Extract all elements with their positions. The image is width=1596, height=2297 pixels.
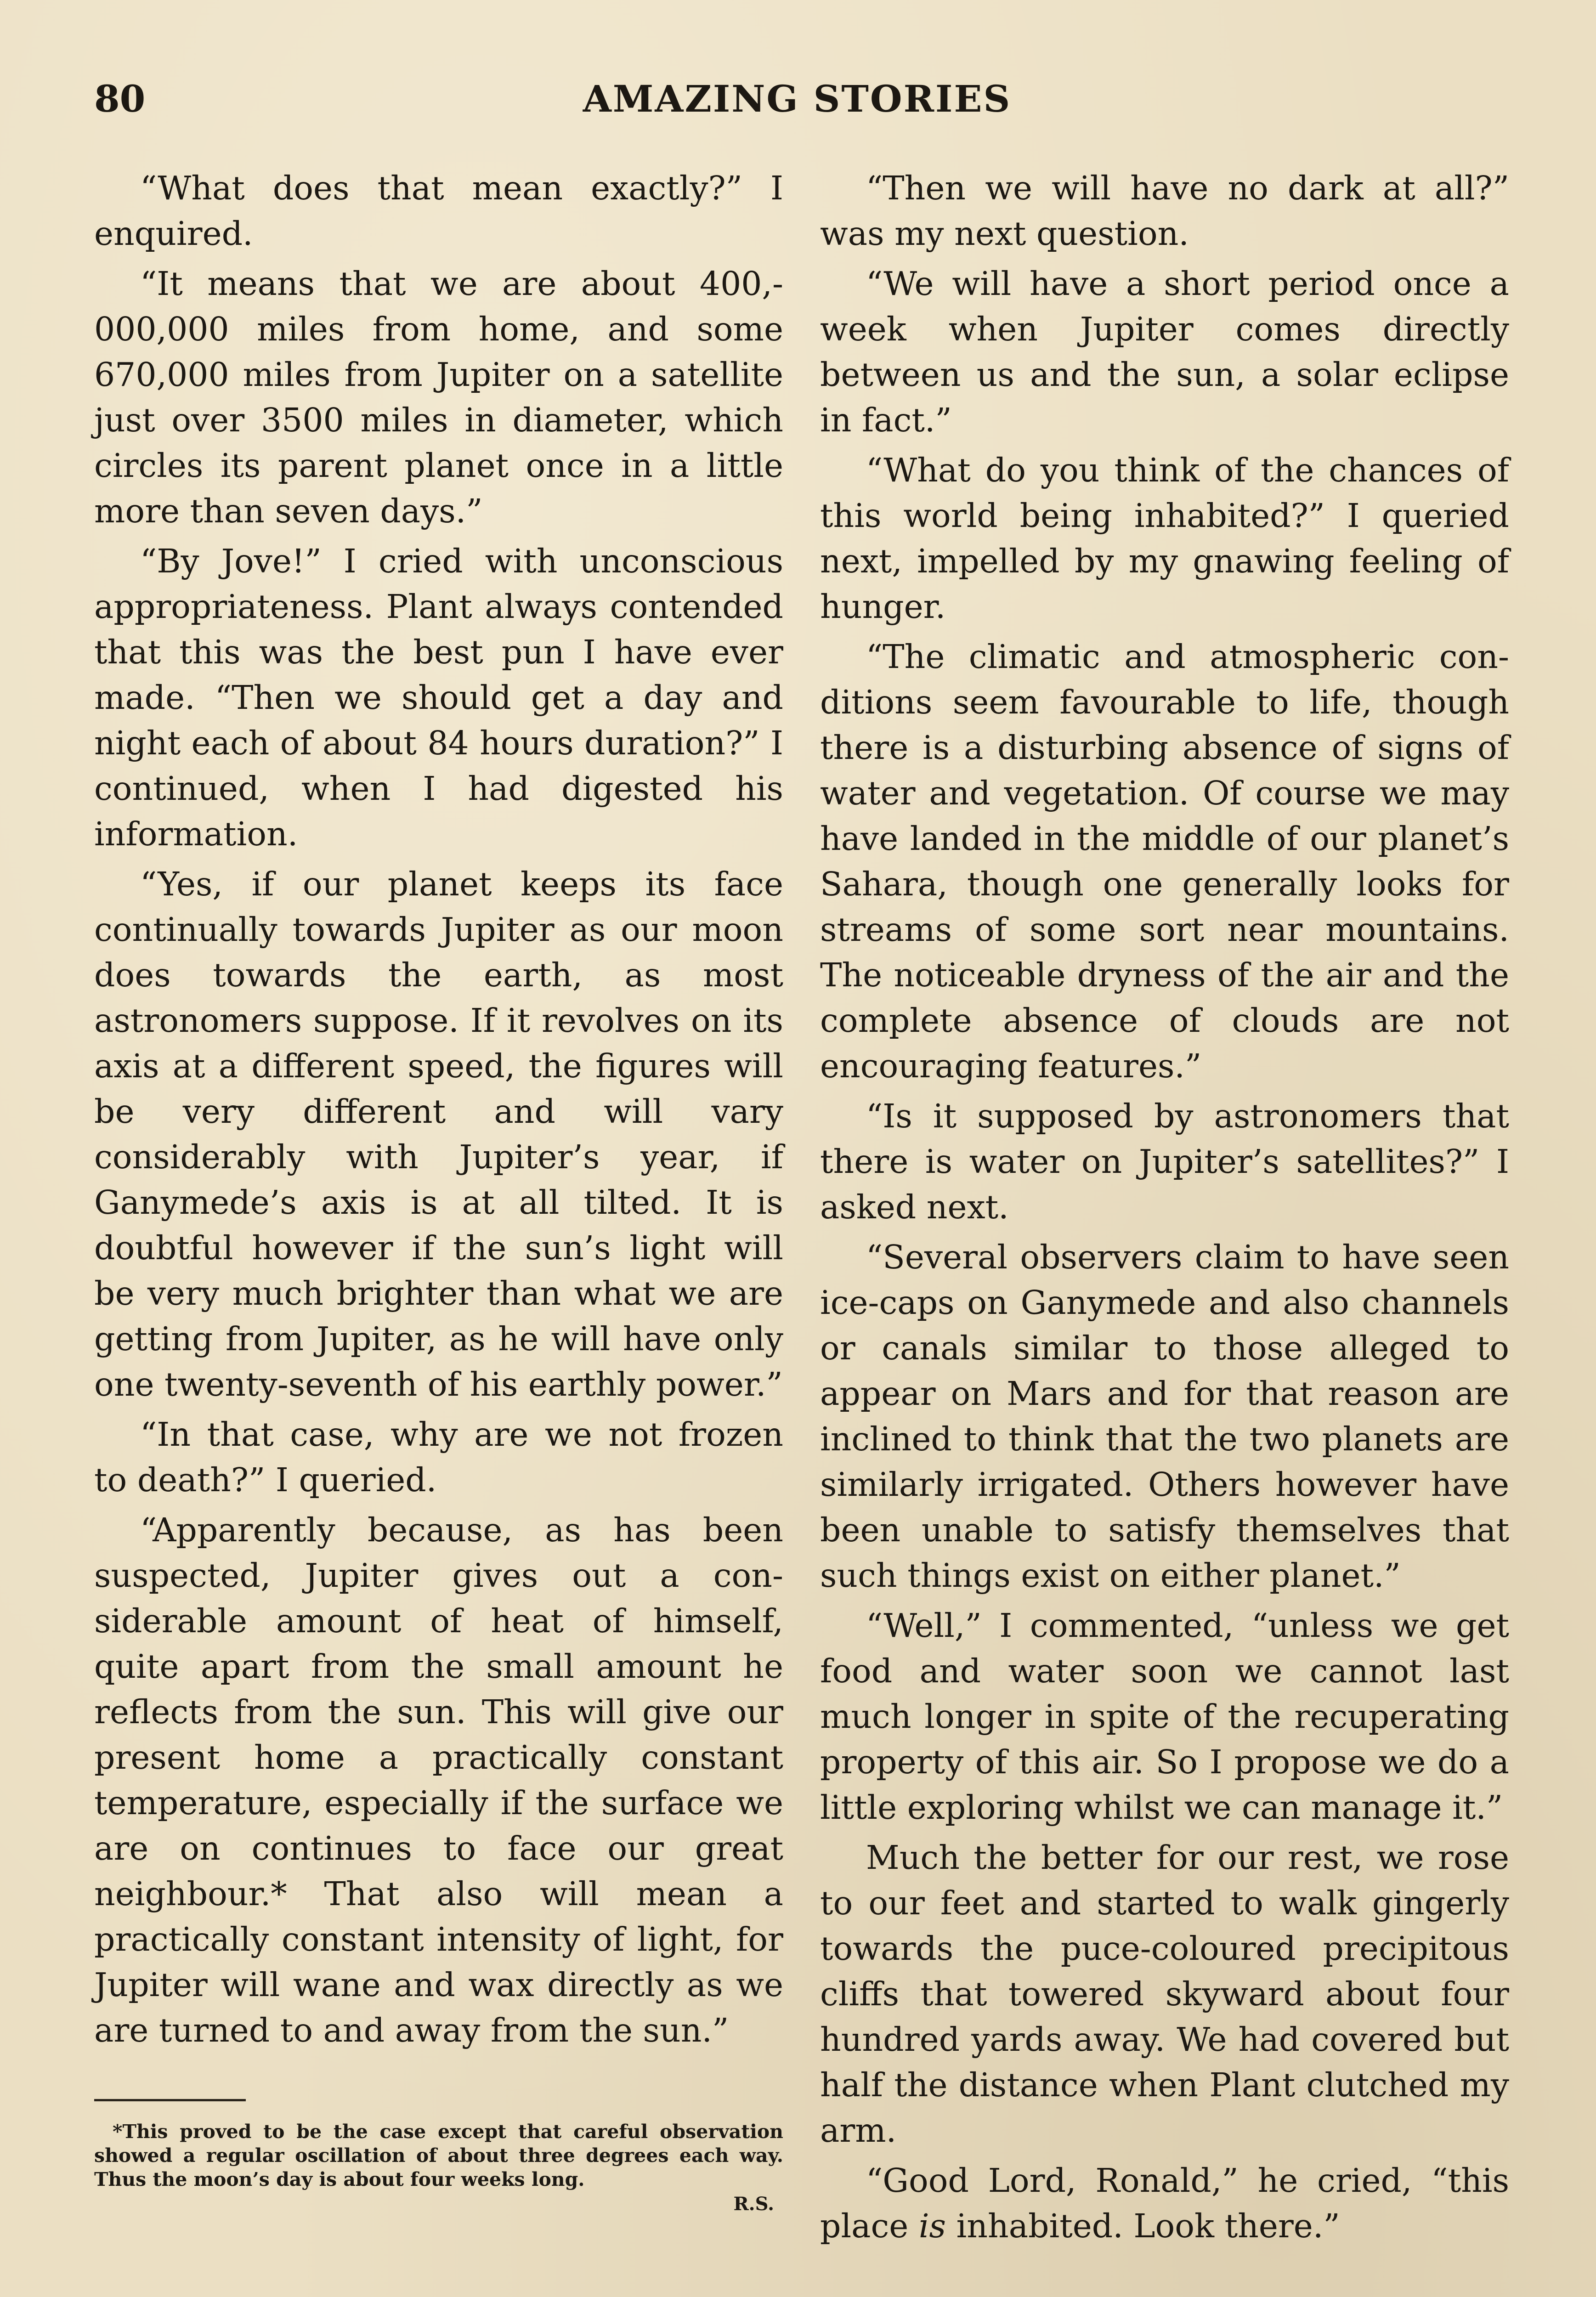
paragraph: “Apparently because, as has been suspected, Jupiter gives out a considerable amount of heat of himself, quite apart from the small amount he reflects from the sun. This will give our present home a practically constant temperature, especially if the surface we are on continues to face our great neighbour.* That also will mean a practically constant intensity of light, for Jupiter will wane and wax directly as we are turned to and away from the sun.” [94,1511,783,2049]
right-column [820,165,1509,2253]
paragraph-final-end: inhabited. Look there.” [946,2207,1340,2245]
running-head: AMAZING STORIES [583,77,1012,120]
paragraph: “The climatic and atmospheric conditions seem favourable to life, though there is a disturbing absence of signs of water and vegetation. Of course we may have landed in the middle of our planet’s Sahara, though one generally looks for streams of some sort near mountains. The noticeable dryness of the air and the complete absence of clouds are not encouraging features.” [820,638,1509,1085]
paragraph: “Well,” I commented, “unless we get food and water soon we cannot last much longer in spite of the recuperating property of this air. So I propose we do a little exploring whilst we can manage it.” [820,1607,1509,1827]
paragraph: “We will have a short period once a week when Jupiter comes directly between us and the sun, a solar eclipse in fact.” [820,265,1509,439]
page-number: 80 [94,77,146,120]
paragraph-final-start: “Good Lord, Ronald,” he cried, “this place [820,2161,1509,2245]
paragraph: “By Jove!” I cried with unconscious appropriateness. Plant always contended that this was the best pun I have ever made. “Then we should get a day and night each of about 84 hours duration?” I continued, when I had digested his information. [94,542,783,853]
paragraph: “What does that mean exactly?” I enquired. [94,169,783,253]
emphasized-word: is [918,2207,946,2245]
paragraph: “It means that we are about 400,000,000 miles from home, and some 670,000 miles from Jupiter on a satellite just over 3500 miles in diameter, which circles its parent planet once in a little more than seven days.” [94,265,783,530]
footnote-divider [94,2099,246,2101]
paragraph: “What do you think of the chances of this world being inhabited?” I queried next, impelled by my gnawing feeling of hunger. [820,451,1509,626]
paragraph: “Is it supposed by astronomers that there is water on Jupiter’s satellites?” I asked next. [820,1097,1509,1226]
paragraph: Much the better for our rest, we rose to our feet and started to walk gingerly towards the puce-coloured precipitous cliffs that towered skyward about four hundred yards away. We had covered but half the distance when Plant clutched my arm. [820,1839,1509,2150]
footnote-signature: R.S. [733,2193,774,2215]
left-column [94,165,783,2215]
paragraph: “Then we will have no dark at all?” was my next question. [820,169,1509,253]
paragraph: “Yes, if our planet keeps its face continually towards Jupiter as our moon does towards the earth, as most astronomers suppose. If it revolves on its axis at a different speed, the figures will be very different and will vary considerably with Jupiter’s year, if Ganymede’s axis is at all tilted. It is doubtful however if the sun’s light will be very much brighter than what we are getting from Jupiter, as he will have only one twenty-seventh of his earthly power.” [94,865,783,1403]
paragraph: “In that case, why are we not frozen to death?” I queried. [94,1415,783,1499]
footnote [94,2120,783,2215]
footnote-text: *This proved to be the case except that careful observation showed a regular oscillation of about three degrees each way. Thus the moon’s day is about four weeks long. [94,2121,783,2190]
page-header [94,74,1500,124]
paragraph: “Several observers claim to have seen ice-caps on Ganymede and also channels or canals similar to those alleged to appear on Mars and for that reason are inclined to think that the two planets are similarly irrigated. Others however have been unable to satisfy themselves that such things exist on either planet.” [820,1238,1509,1595]
paragraph-final [820,2158,1509,2249]
